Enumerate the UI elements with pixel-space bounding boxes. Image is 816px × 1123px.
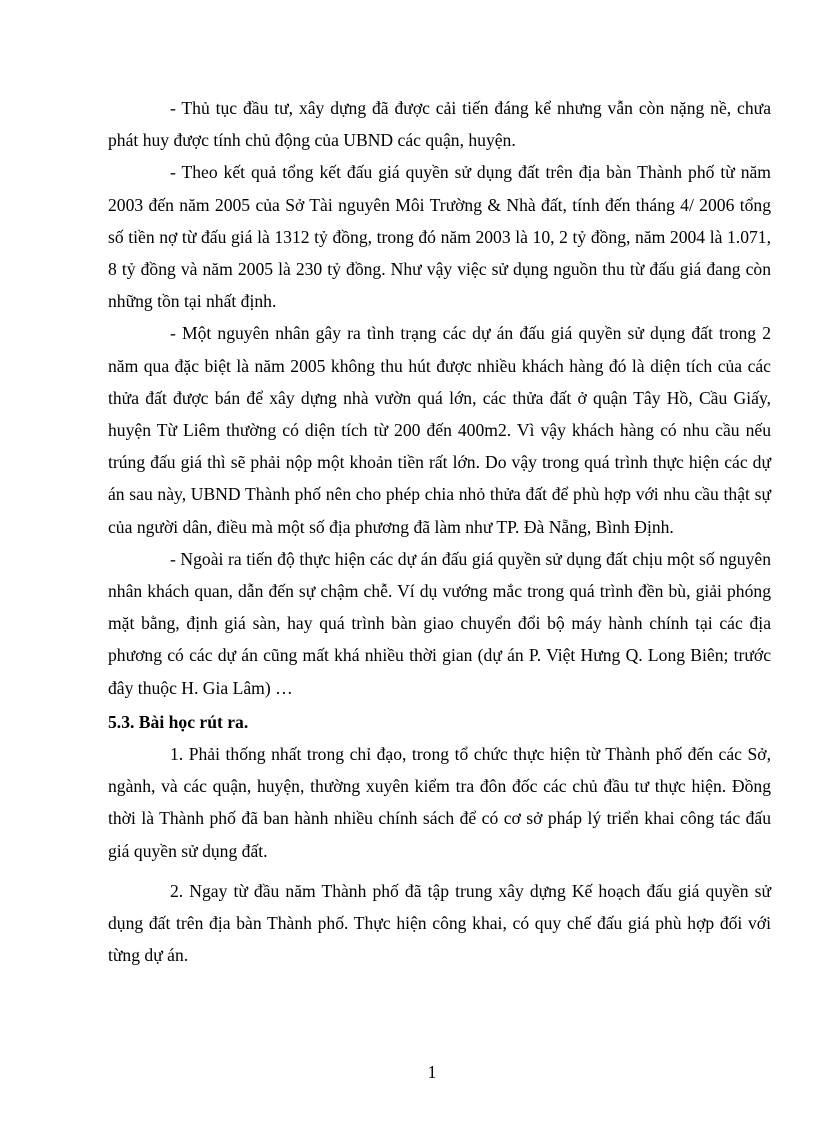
lesson-item-2: 2. Ngay từ đầu năm Thành phố đã tập trung xây dựng Kế hoạch đấu giá quyền sử dụng đất trên địa bàn Thành phố. Thực hiện công khai, có quy chế đấu giá phù hợp đối với từng dự án.	[108, 880, 771, 966]
section-heading: 5.3. Bài học rút ra.	[108, 711, 249, 732]
paragraph-auction-results: - Theo kết quả tổng kết đấu giá quyền sử dụng đất trên địa bàn Thành phố từ năm 2003 đến năm 2005 của Sở Tài nguyên Môi Trường & Nhà đất, tính đến tháng 4/ 2006 tổng số tiền nợ từ đấu giá là 1312 tỷ đồng, trong đó năm 2003 là 10, 2 tỷ đồng, năm 2004 là 1.071, 8 tỷ đồng và năm 2005 là 230 tỷ đồng. Như vậy việc sử dụng nguồn thu từ đấu giá đang còn những tồn tại nhất định.	[108, 162, 771, 312]
document-body	[108, 92, 771, 971]
page-number: 1	[427, 1062, 437, 1082]
paragraph-land-parcel-cause: - Một nguyên nhân gây ra tình trạng các dự án đấu giá quyền sử dụng đất trong 2 năm qua đặc biệt là năm 2005 không thu hút được nhiều khách hàng đó là diện tích của các thửa đất được bán để xây dựng nhà vườn quá lớn, các thửa đất ở quận Tây Hồ, Cầu Giấy, huyện Từ Liêm thường có diện tích từ 200 đến 400m2. Vì vậy khách hàng có nhu cầu nếu trúng đấu giá thì sẽ phải nộp một khoản tiền rất lớn. Do vậy trong quá trình thực hiện các dự án sau này, UBND Thành phố nên cho phép chia nhỏ thửa đất để phù hợp với nhu cầu thật sự của người dân, điều mà một số địa phương đã làm như TP. Đà Nẵng, Bình Định.	[108, 323, 771, 537]
paragraph-procedures: - Thủ tục đầu tư, xây dựng đã được cải tiến đáng kể nhưng vẫn còn nặng nề, chưa phát huy được tính chủ động của UBND các quận, huyện.	[108, 98, 771, 151]
lesson-item-1: 1. Phải thống nhất trong chỉ đạo, trong tổ chức thực hiện từ Thành phố đến các Sở, ngành, và các quận, huyện, thường xuyên kiểm tra đôn đốc các chủ đầu tư thực hiện. Đồng thời là Thành phố đã ban hành nhiều chính sách để có cơ sở pháp lý triển khai công tác đấu giá quyền sử dụng đất.	[108, 744, 771, 861]
paragraph-project-progress: - Ngoài ra tiến độ thực hiện các dự án đấu giá quyền sử dụng đất chịu một số nguyên nhân khách quan, dẫn đến sự chậm chễ. Ví dụ vướng mắc trong quá trình đền bù, giải phóng mặt bằng, định giá sàn, hay quá trình bàn giao chuyển đổi bộ máy hành chính tại các địa phương có các dự án cũng mất khá nhiều thời gian (dự án P. Việt Hưng Q. Long Biên; trước đây thuộc H. Gia Lâm) …	[108, 548, 771, 698]
